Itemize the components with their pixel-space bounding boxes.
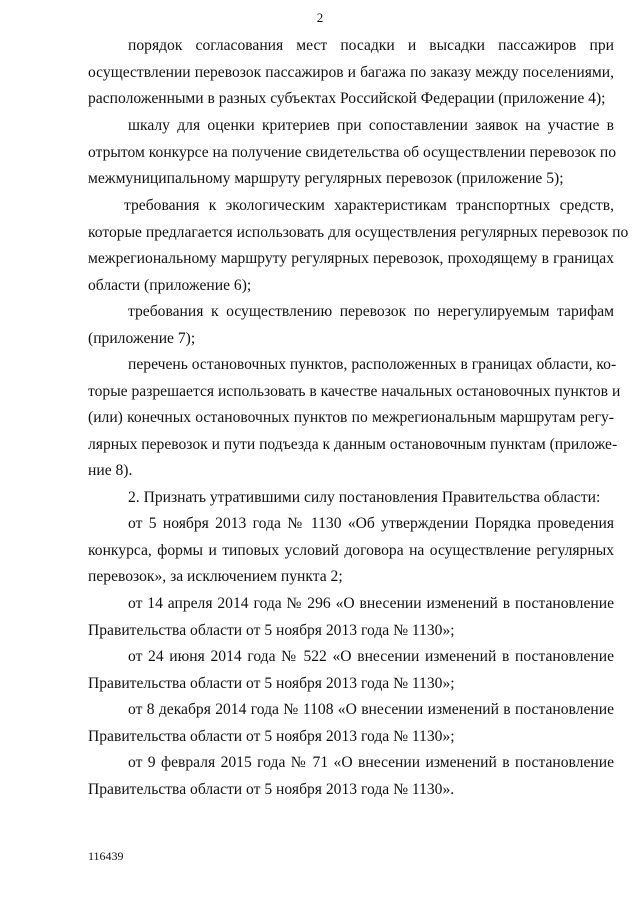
page-number: 2 — [316, 10, 324, 25]
text-line: лярных перевозок и пути подъезда к данным остановочным пунктам (приложе- — [88, 435, 618, 453]
paragraph-ecological-requirements — [88, 193, 629, 299]
text-line: Правительства области от 5 ноября 2013 года № 1130»; — [88, 621, 455, 639]
text-line: конкурса, формы и типовых условий договора на осуществление регулярных — [88, 541, 614, 559]
text-line: шкалу для оценки критериев при сопоставлении заявок на участие в — [128, 117, 614, 134]
text-line: перечень остановочных пунктов, расположенных в границах области, ко- — [128, 356, 617, 373]
text-line: от 24 июня 2014 года № 522 «О внесении изменений в постановление — [128, 648, 614, 665]
text-line: (или) конечных остановочных пунктов по межрегиональным маршрутам регу- — [88, 409, 614, 427]
text-line: перевозок», за исключением пункта 2; — [88, 568, 343, 586]
paragraph-decree-1130 — [88, 511, 614, 591]
text-line: Правительства области от 5 ноября 2013 года № 1130». — [88, 780, 455, 798]
text-line: торые разрешается использовать в качестве начальных остановочных пунктов и — [88, 382, 621, 400]
document-code: 116439 — [88, 849, 124, 863]
paragraph-unregulated-tariffs — [88, 299, 614, 352]
text-line: отрытом конкурсе на получение свидетельства об осуществлении перевозок по — [88, 143, 617, 161]
text-line: Правительства области от 5 ноября 2013 года № 1130»; — [88, 674, 455, 692]
text-line: межмуниципальному маршруту регулярных перевозок (приложение 5); — [88, 170, 564, 188]
paragraph-stop-points-list — [88, 352, 621, 485]
text-line: от 14 апреля 2014 года № 296 «О внесении изменений в постановление — [128, 595, 614, 612]
text-line: порядок согласования мест посадки и высадки пассажиров при — [128, 37, 614, 54]
paragraph-decree-296 — [88, 591, 614, 644]
text-line: требования к экологическим характеристикам транспортных средств, — [124, 197, 614, 214]
paragraph-decree-1108 — [88, 697, 614, 750]
text-line: осуществлении перевозок пассажиров и багажа по заказу между поселениями, — [88, 63, 614, 81]
text-line: требования к осуществлению перевозок по нерегулируемым тарифам — [128, 303, 614, 320]
paragraph-approval-boarding-points — [88, 33, 614, 113]
paragraph-repeal-heading — [88, 485, 614, 512]
text-line: расположенными в разных субъектах Российской Федерации (приложение 4); — [88, 90, 606, 108]
paragraph-decree-522 — [88, 644, 614, 697]
text-line: от 9 февраля 2015 года № 71 «О внесении изменений в постановление — [128, 754, 614, 771]
paragraph-evaluation-scale — [88, 113, 617, 193]
text-line: (приложение 7); — [88, 329, 196, 347]
text-line: 2. Признать утратившими силу постановления Правительства области: — [128, 489, 601, 506]
text-line: области (приложение 6); — [88, 276, 252, 294]
text-line: которые предлагается использовать для осуществления регулярных перевозок по — [88, 223, 629, 241]
text-line: от 5 ноября 2013 года № 1130 «Об утверждении Порядка проведения — [128, 515, 614, 532]
text-line: межрегиональному маршруту регулярных перевозок, проходящему в границах — [88, 250, 614, 268]
text-line: от 8 декабря 2014 года № 1108 «О внесении изменений в постановление — [128, 701, 614, 718]
text-line: ние 8). — [88, 462, 133, 480]
paragraph-decree-71 — [88, 750, 614, 803]
text-line: Правительства области от 5 ноября 2013 года № 1130»; — [88, 727, 455, 745]
